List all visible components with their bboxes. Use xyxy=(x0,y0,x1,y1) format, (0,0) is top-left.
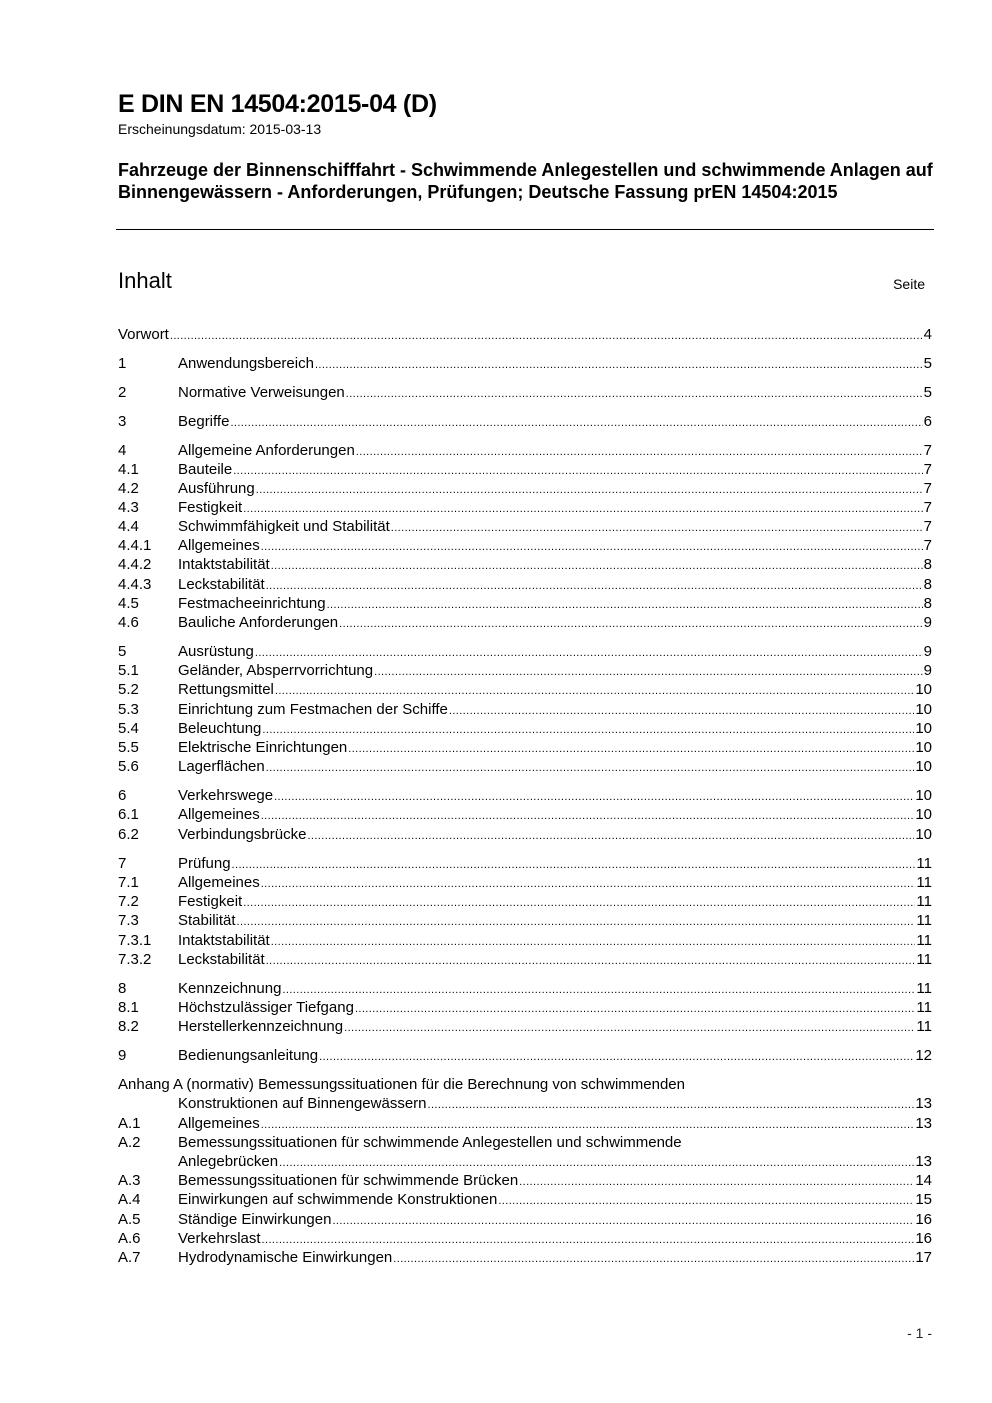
toc-entry-title: Konstruktionen auf Binnengewässern xyxy=(178,1095,427,1112)
toc-entry[interactable] xyxy=(118,854,932,873)
toc-entry-title: Festmacheeinrichtung xyxy=(178,595,326,612)
toc-entry-number: 7 xyxy=(118,855,127,872)
toc-entry-number: 4.1 xyxy=(118,461,139,478)
toc-entry-title: Allgemeines xyxy=(178,874,260,891)
toc-entry[interactable] xyxy=(118,719,932,738)
toc-entry-title: Einwirkungen auf schwimmende Konstruktionen xyxy=(178,1191,498,1208)
toc-entry-title: Intaktstabilität xyxy=(178,556,270,573)
toc-entry-number: 4.3 xyxy=(118,499,139,516)
toc-entry-number: 3 xyxy=(118,413,127,430)
toc-entry[interactable] xyxy=(118,825,932,844)
toc-entry-title: Verbindungsbrücke xyxy=(178,826,307,843)
toc-entry-number: 5.6 xyxy=(118,758,139,775)
toc-entry[interactable] xyxy=(118,805,932,824)
toc-leader-dots xyxy=(393,1250,914,1269)
toc-entry-title: Festigkeit xyxy=(178,499,243,516)
toc-leader-dots xyxy=(170,327,923,346)
toc-entry[interactable] xyxy=(118,555,932,574)
toc-entry-page: 6 xyxy=(923,413,932,430)
toc-leader-dots xyxy=(266,759,915,778)
toc-entry-page: 16 xyxy=(915,1211,932,1228)
annex-entry[interactable] xyxy=(118,1133,682,1152)
toc-leader-dots xyxy=(307,827,914,846)
toc-entry-page: 10 xyxy=(915,826,932,843)
toc-entry[interactable] xyxy=(118,998,932,1017)
toc-entry-title: Einrichtung zum Festmachen der Schiffe xyxy=(178,701,448,718)
annex-entry[interactable] xyxy=(118,1114,932,1133)
toc-entry[interactable] xyxy=(118,979,932,998)
toc-entry-page: 16 xyxy=(915,1230,932,1247)
toc-entry-page: 10 xyxy=(915,681,932,698)
toc-heading: Inhalt xyxy=(118,268,172,293)
toc-entry[interactable] xyxy=(118,931,932,950)
toc-entry-number: 2 xyxy=(118,384,127,401)
toc-entry[interactable] xyxy=(118,873,932,892)
toc-entry-page: 10 xyxy=(915,720,932,737)
toc-entry[interactable] xyxy=(118,354,932,373)
toc-entry-page: 11 xyxy=(916,980,932,997)
toc-leader-dots xyxy=(428,1096,915,1115)
document-title: Fahrzeuge der Binnenschifffahrt - Schwimmende Anlegestellen und schwimmende Anlagen auf Binnengewässern - Anforderungen, Prüfungen; Deutsche Fassung prEN 14504:2015 xyxy=(118,160,933,202)
toc-entry-title: Verkehrslast xyxy=(178,1230,261,1247)
footer-page-number: - 1 - xyxy=(907,1325,932,1341)
toc-entry-title: Geländer, Absperrvorrichtung xyxy=(178,662,374,679)
toc-entry-page: 10 xyxy=(915,758,932,775)
toc-entry-number: 9 xyxy=(118,1047,127,1064)
toc-entry-page: 15 xyxy=(915,1191,932,1208)
toc-entry-number: 6.1 xyxy=(118,806,139,823)
toc-leader-dots xyxy=(344,1019,915,1038)
toc-entry-page: 13 xyxy=(915,1153,932,1170)
toc-entry-page: 9 xyxy=(923,662,932,679)
annex-entry[interactable] xyxy=(118,1171,932,1190)
toc-leader-dots xyxy=(498,1192,914,1211)
toc-leader-dots xyxy=(230,414,922,433)
toc-entry-number: 5.4 xyxy=(118,720,139,737)
toc-entry-page: 8 xyxy=(923,556,932,573)
toc-entry-page: 5 xyxy=(923,384,932,401)
toc-entry-title: Allgemeines xyxy=(178,806,260,823)
toc-entry[interactable] xyxy=(118,757,932,776)
toc-entry[interactable] xyxy=(118,642,932,661)
toc-entry[interactable] xyxy=(118,479,932,498)
toc-entry-title: Ausrüstung xyxy=(178,643,254,660)
toc-entry-number: 4.4.1 xyxy=(118,537,152,554)
toc-entry-page: 11 xyxy=(916,893,932,910)
toc-entry-page: 11 xyxy=(916,932,932,949)
toc-entry-title: Leckstabilität xyxy=(178,951,265,968)
toc-entry-title: Bemessungssituationen für schwimmende Brücken xyxy=(178,1172,519,1189)
toc-entry-page: 12 xyxy=(915,1047,932,1064)
toc-entry-title: Intaktstabilität xyxy=(178,932,270,949)
toc-leader-dots xyxy=(237,913,916,932)
toc-entry-page: 8 xyxy=(923,576,932,593)
toc-entry-title: Leckstabilität xyxy=(178,576,265,593)
toc-entry-title: Normative Verweisungen xyxy=(178,384,345,401)
toc-entry-page: 10 xyxy=(915,806,932,823)
toc-entry-title: Beleuchtung xyxy=(178,720,262,737)
toc-entry-page: 10 xyxy=(915,787,932,804)
toc-entry-title: Bauliche Anforderungen xyxy=(178,614,339,631)
toc-entry-number: 4.4 xyxy=(118,518,139,535)
toc-entry-number: 7.1 xyxy=(118,874,139,891)
toc-entry-title: Bauteile xyxy=(178,461,233,478)
toc-leader-dots xyxy=(271,557,923,576)
toc-entry-title: Ausführung xyxy=(178,480,255,497)
toc-entry[interactable] xyxy=(118,1017,932,1036)
annex-entry-continuation[interactable] xyxy=(178,1152,932,1171)
toc-entry-page: 7 xyxy=(923,518,932,535)
toc-leader-dots xyxy=(346,385,923,404)
toc-entry-page: 11 xyxy=(916,951,932,968)
toc-leader-dots xyxy=(261,807,915,826)
toc-entry-number: A.5 xyxy=(118,1211,141,1228)
toc-entry-title: Elektrische Einrichtungen xyxy=(178,739,348,756)
toc-entry[interactable] xyxy=(118,950,932,969)
toc-entry-title: Ständige Einwirkungen xyxy=(178,1211,332,1228)
toc-entry-page: 7 xyxy=(923,499,932,516)
toc-entry-title: Allgemeine Anforderungen xyxy=(178,442,355,459)
document-id: E DIN EN 14504:2015-04 (D) xyxy=(118,90,437,118)
toc-entry-page: 5 xyxy=(923,355,932,372)
toc-entry-title: Festigkeit xyxy=(178,893,243,910)
toc-entry[interactable] xyxy=(118,613,932,632)
toc-entry-page: 4 xyxy=(923,326,932,343)
toc-entry-number: 5 xyxy=(118,643,127,660)
toc-entry-title: Kennzeichnung xyxy=(178,980,282,997)
toc-entry[interactable] xyxy=(118,575,932,594)
toc-entry[interactable] xyxy=(118,892,932,911)
toc-entry-title: Stabilität xyxy=(178,912,236,929)
toc-entry[interactable] xyxy=(118,661,932,680)
publication-date: Erscheinungsdatum: 2015-03-13 xyxy=(118,121,322,137)
toc-entry-page: 11 xyxy=(916,999,932,1016)
toc-entry-title: Herstellerkennzeichnung xyxy=(178,1018,344,1035)
toc-entry-number: 1 xyxy=(118,355,127,372)
toc-entry[interactable] xyxy=(118,498,932,517)
toc-entry[interactable] xyxy=(118,594,932,613)
toc-leader-dots xyxy=(315,356,923,375)
toc-entry[interactable] xyxy=(118,536,932,555)
toc-entry-page: 7 xyxy=(923,442,932,459)
toc-entry[interactable] xyxy=(118,325,932,344)
toc-entry[interactable] xyxy=(118,412,932,431)
toc-entry-page: 7 xyxy=(923,480,932,497)
toc-entry-number: 4.5 xyxy=(118,595,139,612)
annex-entry[interactable] xyxy=(118,1190,932,1209)
toc-entry-number: 5.2 xyxy=(118,681,139,698)
toc-entry-number: 7.3.2 xyxy=(118,951,152,968)
toc-entry-number: 4.2 xyxy=(118,480,139,497)
toc-entry-title: Allgemeines xyxy=(178,537,260,554)
toc-entry-title: Begriffe xyxy=(178,413,230,430)
annex-entry[interactable] xyxy=(118,1248,932,1267)
toc-entry-number: A.1 xyxy=(118,1115,141,1132)
toc-entry-page: 9 xyxy=(923,643,932,660)
toc-entry-number: 7.2 xyxy=(118,893,139,910)
toc-entry-title: Allgemeines xyxy=(178,1115,260,1132)
toc-entry-page: 9 xyxy=(923,614,932,631)
toc-entry[interactable] xyxy=(118,441,932,460)
toc-entry-number: A.3 xyxy=(118,1172,141,1189)
toc-entry-number: 4.6 xyxy=(118,614,139,631)
toc-entry-number: A.4 xyxy=(118,1191,141,1208)
toc-entry-title: Vorwort xyxy=(118,326,169,343)
toc-entry-page: 10 xyxy=(915,739,932,756)
toc-entry-number: 8.2 xyxy=(118,1018,139,1035)
toc-leader-dots xyxy=(339,615,923,634)
toc-entry-title: Prüfung xyxy=(178,855,231,872)
toc-entry-page: 7 xyxy=(923,537,932,554)
toc-entry[interactable] xyxy=(118,383,932,402)
title-divider xyxy=(116,229,934,230)
toc-entry-page: 11 xyxy=(916,912,932,929)
toc-entry-title: Anwendungsbereich xyxy=(178,355,314,372)
toc-entry-title: Bemessungssituationen für schwimmende Anlegestellen und schwimmende xyxy=(178,1134,682,1151)
toc-entry-number: 6 xyxy=(118,787,127,804)
toc-entry[interactable] xyxy=(118,786,932,805)
annex-entry[interactable] xyxy=(118,1210,932,1229)
toc-entry-number: 7.3.1 xyxy=(118,932,152,949)
toc-entry-number: 5.3 xyxy=(118,701,139,718)
toc-entry-number: 4.4.2 xyxy=(118,556,152,573)
toc-entry-page: 8 xyxy=(923,595,932,612)
toc-entry-number: A.2 xyxy=(118,1134,141,1151)
toc-entry-page: 14 xyxy=(915,1172,932,1189)
toc-entry[interactable] xyxy=(118,700,932,719)
toc-leader-dots xyxy=(266,952,916,971)
toc-entry-title: Höchstzulässiger Tiefgang xyxy=(178,999,354,1016)
toc-entry-title: Rettungsmittel xyxy=(178,681,274,698)
annex-heading[interactable]: Anhang A (normativ) Bemessungssituationen für die Berechnung von schwimmenden xyxy=(118,1076,685,1093)
toc-entry-number: 8 xyxy=(118,980,127,997)
toc-entry-title: Anlegebrücken xyxy=(178,1153,279,1170)
annex-entry[interactable] xyxy=(118,1229,932,1248)
toc-leader-dots xyxy=(275,682,914,701)
toc-entry-title: Bedienungsanleitung xyxy=(178,1047,319,1064)
toc-entry-number: A.6 xyxy=(118,1230,141,1247)
toc-entry[interactable] xyxy=(118,460,932,479)
toc-entry-number: 8.1 xyxy=(118,999,139,1016)
annex-heading-continuation[interactable] xyxy=(178,1094,932,1113)
toc-entry-page: 13 xyxy=(915,1115,932,1132)
toc-entry-title: Lagerflächen xyxy=(178,758,265,775)
toc-entry-page: 10 xyxy=(915,701,932,718)
toc-entry-page: 11 xyxy=(916,1018,932,1035)
toc-leader-dots xyxy=(319,1048,914,1067)
toc-entry-title: Verkehrswege xyxy=(178,787,274,804)
toc-entry-page: 17 xyxy=(915,1249,932,1266)
toc-entry-number: 5.1 xyxy=(118,662,139,679)
toc-entry-number: 5.5 xyxy=(118,739,139,756)
toc-entry[interactable] xyxy=(118,1046,932,1065)
toc-entry-number: 7.3 xyxy=(118,912,139,929)
toc-entry-page: 11 xyxy=(916,855,932,872)
toc-entry-page: 11 xyxy=(916,874,932,891)
toc-entry[interactable] xyxy=(118,517,932,536)
toc-entry-number: 4 xyxy=(118,442,127,459)
toc-entry-number: A.7 xyxy=(118,1249,141,1266)
toc-entry-page: 7 xyxy=(923,461,932,478)
toc-entry-title: Hydrodynamische Einwirkungen xyxy=(178,1249,393,1266)
toc-entry-number: 6.2 xyxy=(118,826,139,843)
toc-entry-number: 4.4.3 xyxy=(118,576,152,593)
toc-entry-title: Schwimmfähigkeit und Stabilität xyxy=(178,518,390,535)
toc-entry-page: 13 xyxy=(915,1095,932,1112)
toc-entry[interactable] xyxy=(118,680,932,699)
page-column-label: Seite xyxy=(893,276,925,292)
toc-entry[interactable] xyxy=(118,738,932,757)
toc-entry[interactable] xyxy=(118,911,932,930)
